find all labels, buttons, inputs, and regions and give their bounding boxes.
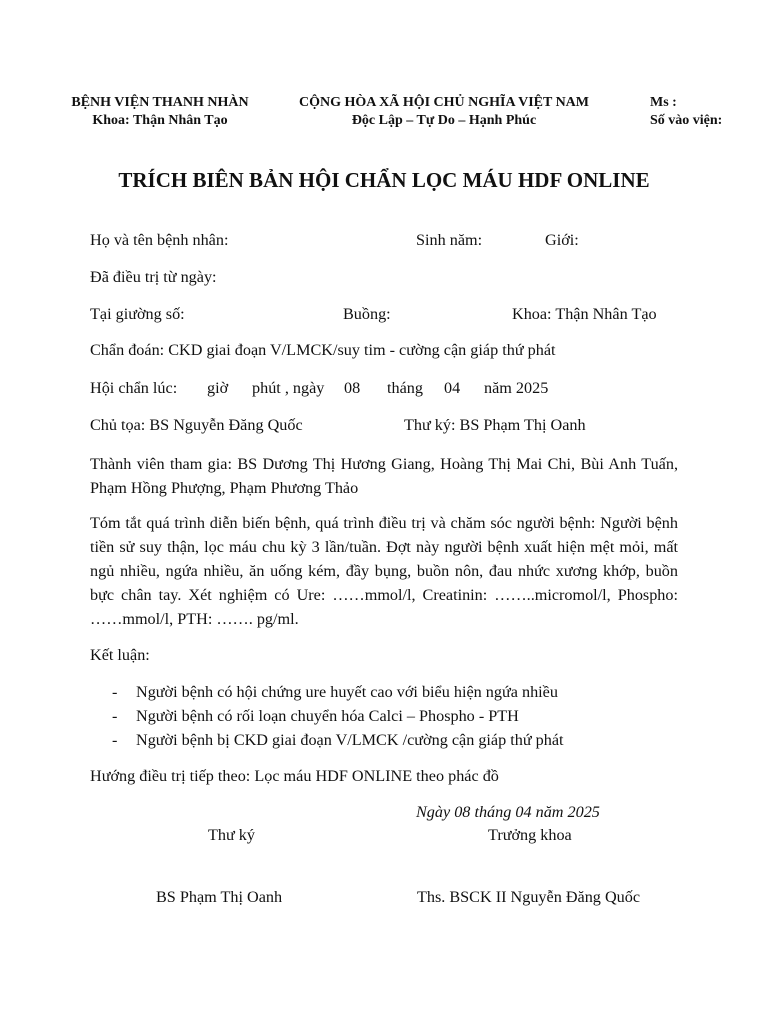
conclusion-item: - Người bệnh có hội chứng ure huyết cao với biểu hiện ngứa nhiều <box>90 680 564 704</box>
meeting-day: 08 <box>344 379 361 397</box>
head-signature-name: Ths. BSCK II Nguyễn Đăng Quốc <box>417 888 641 906</box>
page-title: TRÍCH BIÊN BẢN HỘI CHẨN LỌC MÁU HDF ONLINE <box>118 168 650 192</box>
signature-date: Ngày 08 tháng 04 năm 2025 <box>416 803 600 821</box>
ms-label: Ms : <box>650 95 677 110</box>
birth-year-label: Sinh năm: <box>416 231 483 249</box>
meeting-year: năm 2025 <box>484 379 549 397</box>
secretary: Thư ký: BS Phạm Thị Oanh <box>404 416 586 434</box>
month-label: tháng <box>387 379 423 397</box>
admission-number-label: Số vào viện: <box>650 113 723 128</box>
hour-label: giờ <box>207 379 229 397</box>
national-motto: Độc Lập – Tự Do – Hạnh Phúc <box>351 113 537 128</box>
diagnosis: Chẩn đoán: CKD giai đoạn V/LMCK/suy tim - cường cận giáp thứ phát <box>90 341 556 359</box>
head-role: Trưởng khoa <box>488 826 572 844</box>
conclusion-label: Kết luận: <box>90 646 150 664</box>
hospital-name: BỆNH VIỆN THANH NHÀN <box>71 95 249 110</box>
conclusion-item: - Người bệnh có rối loạn chuyển hóa Calci – Phospho - PTH <box>90 704 564 728</box>
secretary-role: Thư ký <box>208 826 255 844</box>
meeting-time-label: Hội chẩn lúc: <box>90 379 178 397</box>
national-title: CỘNG HÒA XÃ HỘI CHỦ NGHĨA VIỆT NAM <box>298 95 589 110</box>
secretary-signature-name: BS Phạm Thị Oanh <box>156 888 283 906</box>
next-treatment: Hướng điều trị tiếp theo: Lọc máu HDF ONLINE theo phác đồ <box>90 767 499 785</box>
meeting-month: 04 <box>444 379 461 397</box>
chairperson: Chủ tọa: BS Nguyễn Đăng Quốc <box>90 416 303 434</box>
ward-label: Khoa: Thận Nhân Tạo <box>512 305 657 323</box>
members-paragraph: Thành viên tham gia: BS Dương Thị Hương Giang, Hoàng Thị Mai Chi, Bùi Anh Tuấn, Phạm Hồng Phượng, Phạm Phương Thảo <box>90 455 678 497</box>
room-label: Buồng: <box>343 305 391 323</box>
patient-name-label: Họ và tên bệnh nhân: <box>90 231 229 249</box>
minute-day-label: phút , ngày <box>252 379 325 397</box>
conclusion-list <box>90 680 564 752</box>
conclusion-item: - Người bệnh bị CKD giai đoạn V/LMCK /cường cận giáp thứ phát <box>90 728 564 752</box>
summary-paragraph: Tóm tắt quá trình diễn biến bệnh, quá trình điều trị và chăm sóc người bệnh: Người bệnh tiền sử suy thận, lọc máu chu kỳ 3 lần/tuần. Đợt này người bệnh xuất hiện mệt mỏi, mất ngủ nhiều, ngứa nhiều, ăn uống kém, đầy bụng, buồn nôn, đau nhức xương khớp, buồn bực chân tay. Xét nghiệm có Ure: ……mmol/l, Creatinin: ……..micromol/l, Phospho: ……mmol/l, PTH: ……. pg/ml. <box>90 514 678 628</box>
gender-label: Giới: <box>545 231 579 249</box>
department-name: Khoa: Thận Nhân Tạo <box>92 113 228 128</box>
bed-number-label: Tại giường số: <box>90 305 185 323</box>
treated-since-label: Đã điều trị từ ngày: <box>90 268 217 286</box>
